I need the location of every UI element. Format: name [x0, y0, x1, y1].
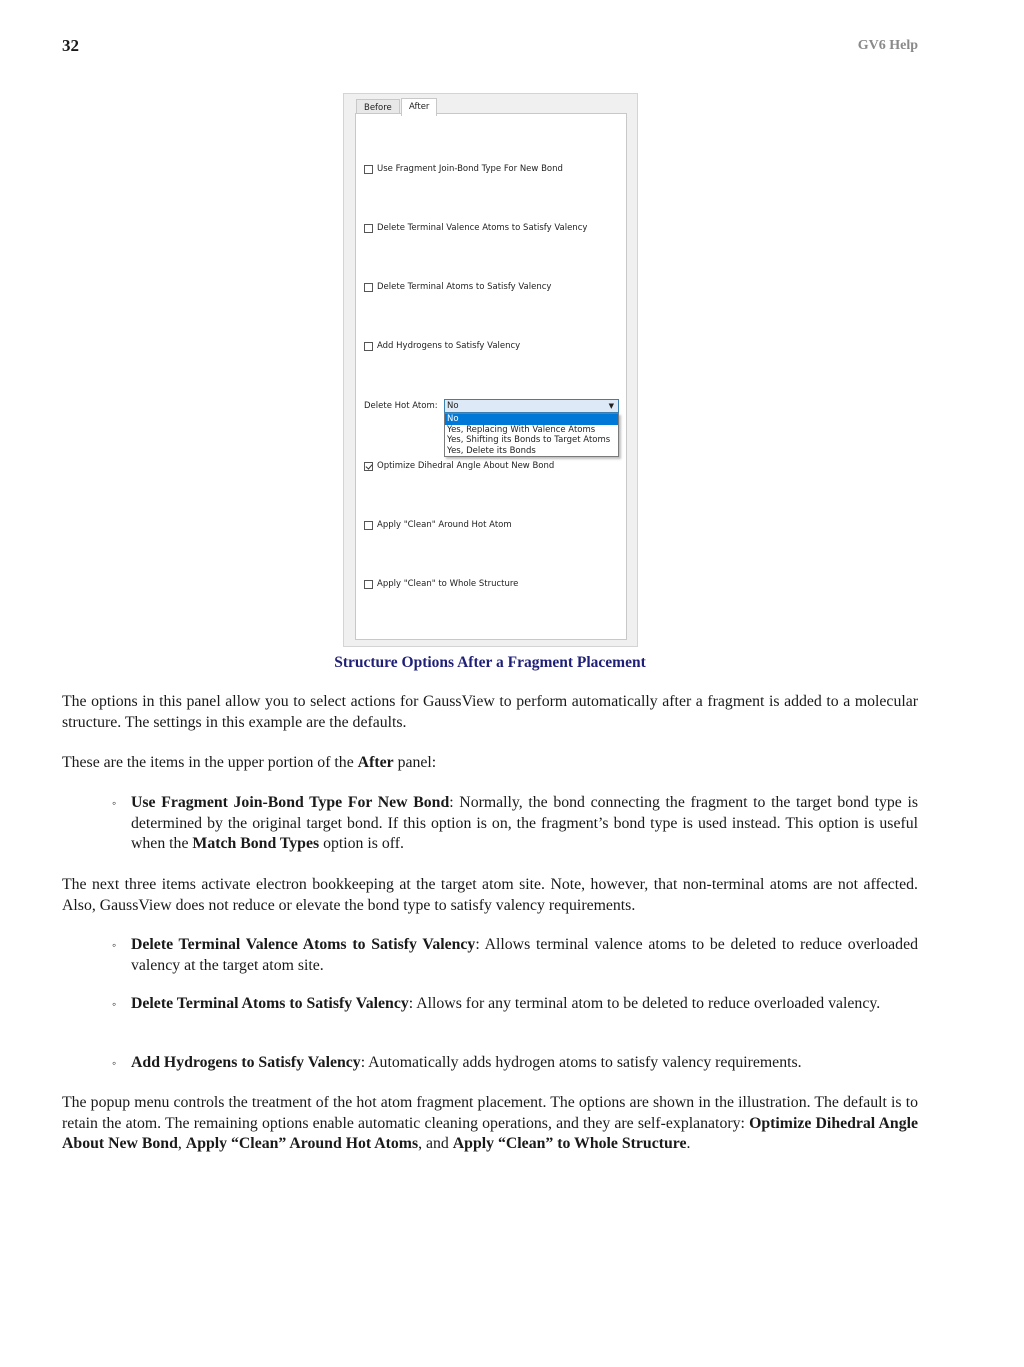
page-number: 32	[62, 36, 79, 55]
delete-hot-atom-label: Delete Hot Atom:	[364, 401, 438, 411]
bullet-delete-valence	[131, 935, 918, 976]
checkbox[interactable]	[364, 521, 373, 530]
text: These are the items in the upper portion of the	[62, 754, 358, 771]
delete-hot-atom-select[interactable]	[444, 399, 619, 413]
dropdown-option-delete-bonds[interactable]: Yes, Delete its Bonds	[447, 445, 536, 456]
option-use-fragment-join-bond[interactable]	[364, 164, 563, 174]
dropdown-option-no[interactable]: No	[445, 414, 618, 425]
dropdown-option-shifting[interactable]: Yes, Shifting its Bonds to Target Atoms	[447, 435, 611, 445]
tab-before[interactable]: Before	[356, 99, 400, 114]
paragraph-bookkeeping: The next three items activate electron bookkeeping at the target atom site. Note, however, that non-terminal atoms are not affected. Also, GaussView does not reduce or elevate the bond type to satisfy valency requirements.	[62, 876, 918, 914]
bold-term: Optimize Dihedral Angle About New Bond	[62, 1114, 918, 1152]
option-label: Apply "Clean" Around Hot Atom	[377, 520, 512, 530]
bullet-delete-terminal	[131, 994, 918, 1015]
option-label: Use Fragment Join-Bond Type For New Bond	[377, 164, 563, 174]
option-delete-terminal-atoms[interactable]	[364, 282, 551, 292]
paragraph-upper-portion	[62, 753, 918, 774]
checkbox-checked[interactable]	[364, 462, 373, 471]
option-label: Add Hydrogens to Satisfy Valency	[377, 341, 521, 351]
delete-hot-atom-dropdown	[444, 413, 619, 457]
option-delete-terminal-valence-atoms[interactable]	[364, 223, 587, 233]
bullet-join-bond	[131, 793, 918, 855]
text: : Allows terminal valence atoms to be deleted to reduce overloaded valency at the target atom site.	[131, 936, 918, 974]
text: ,	[177, 1135, 186, 1152]
bold-term: Apply “Clean” Around Hot Atoms	[185, 1135, 419, 1152]
bold-term: Add Hydrogens to Satisfy Valency	[131, 1054, 361, 1071]
option-label: Optimize Dihedral Angle About New Bond	[377, 461, 555, 471]
bold-term: After	[357, 754, 394, 771]
bullet-icon: ◦	[112, 796, 117, 810]
tab-after[interactable]: After	[401, 98, 437, 116]
option-label: Delete Terminal Atoms to Satisfy Valency	[377, 282, 552, 292]
running-head: GV6 Help	[857, 38, 918, 53]
text: : Normally, the bond connecting the fragment to the target bond type is determined by the original target bond. If this option is on, the fragment’s bond type is used instead. This option is useful when the	[131, 794, 918, 852]
text: , and	[418, 1135, 453, 1152]
bold-term: Delete Terminal Atoms to Satisfy Valency	[131, 995, 409, 1012]
text: option is off.	[319, 835, 404, 852]
bullet-icon: ◦	[112, 1056, 117, 1070]
checkbox[interactable]	[364, 342, 373, 351]
bold-term: Use Fragment Join-Bond Type For New Bond	[131, 794, 450, 811]
bold-term: Apply “Clean” to Whole Structure	[452, 1135, 687, 1152]
checkbox[interactable]	[364, 165, 373, 174]
bullet-icon: ◦	[112, 938, 117, 952]
paragraph-intro: The options in this panel allow you to select actions for GaussView to perform automatically after a fragment is added to a molecular structure. The settings in this example are the defaults.	[62, 693, 918, 731]
dropdown-arrow-icon[interactable]: ▼	[608, 402, 614, 410]
checkbox[interactable]	[364, 224, 373, 233]
option-label: Delete Terminal Valence Atoms to Satisfy Valency	[377, 223, 588, 233]
paragraph-popup-menu	[62, 1093, 918, 1155]
text: .	[686, 1135, 691, 1152]
checkbox[interactable]	[364, 580, 373, 589]
figure-caption: Structure Options After a Fragment Placement	[334, 654, 646, 671]
after-panel	[355, 113, 627, 640]
bold-term: Delete Terminal Valence Atoms to Satisfy Valency	[131, 936, 476, 953]
option-clean-whole-structure[interactable]	[364, 579, 518, 589]
option-add-hydrogens[interactable]	[364, 341, 520, 351]
bold-term: Match Bond Types	[192, 835, 320, 852]
text: panel:	[393, 754, 437, 771]
bullet-add-hydrogens	[131, 1053, 918, 1074]
text: The popup menu controls the treatment of the hot atom fragment placement. The options are shown in the illustration. The default is to retain the atom. The remaining options enable automatic cleaning operations, and they are self-explanatory:	[62, 1094, 918, 1132]
option-optimize-dihedral[interactable]	[364, 461, 554, 471]
structure-options-figure	[343, 93, 638, 647]
dropdown-option-replacing[interactable]: Yes, Replacing With Valence Atoms	[447, 424, 596, 435]
select-value: No	[447, 401, 459, 411]
text: : Allows for any terminal atom to be deleted to reduce overloaded valency.	[408, 995, 881, 1012]
option-clean-around-hot-atom[interactable]	[364, 520, 512, 530]
option-label: Apply "Clean" to Whole Structure	[377, 579, 519, 589]
text: : Automatically adds hydrogen atoms to satisfy valency requirements.	[360, 1054, 802, 1071]
bullet-icon: ◦	[112, 997, 117, 1011]
checkbox[interactable]	[364, 283, 373, 292]
